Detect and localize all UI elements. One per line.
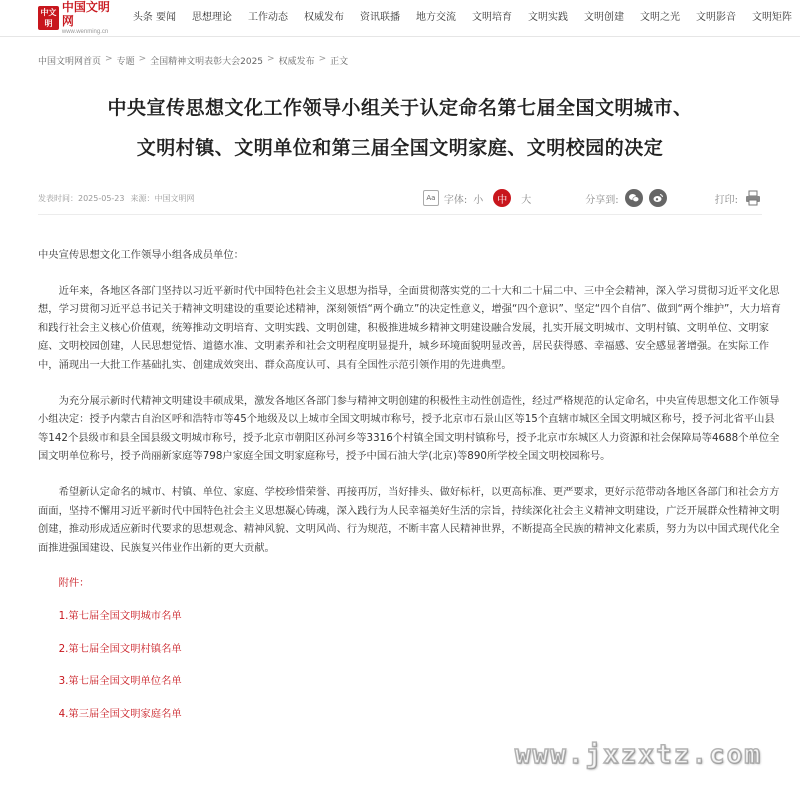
- article-salutation: 中央宣传思想文化工作领导小组各成员单位：: [38, 249, 244, 261]
- print-label: 打印:: [714, 194, 738, 206]
- nav-item-practice[interactable]: 文明实践: [528, 12, 568, 23]
- watermark: www.jxzxtz.com: [514, 740, 762, 770]
- print-icon[interactable]: [744, 189, 762, 207]
- nav-item-cultivation[interactable]: 文明培育: [472, 12, 512, 23]
- attachment-link-cities[interactable]: 1.第七届全国文明城市名单: [58, 609, 182, 622]
- font-size-icon: Aa: [423, 190, 439, 206]
- article-paragraph-1: 近年来，各地区各部门坚持以习近平新时代中国特色社会主义思想为指导，全面贯彻落实党的二十大和二十届二中、三中全会精神，深入学习贯彻习近平文化思想，学习贯彻习近平总书记关于精神文明建设的重要论述精神，深刻领悟“两个确立”的决定性意义，增强“四个意识”、坚定“四个自信”、做到“两个维护”，大力培育和践行社会主义核心价值观，统筹推动文明培育、文明实践、文明创建，积极推进城乡精神文明建设融合发展，扎实开展文明城市、文明村镇、文明单位、文明家庭、文明校园创建，人民思想觉悟、道德水准、文明素养和社会文明程度明显提升，城乡环境面貌明显改善，居民获得感、幸福感、安全感显著增强。在实际工作中，涌现出一大批工作基础扎实、创建成效突出、群众高度认可、具有全国性示范引领作用的先进典型。: [38, 284, 781, 371]
- font-small-button[interactable]: 小: [473, 194, 484, 206]
- font-medium-button[interactable]: 中: [493, 189, 511, 207]
- logo-name: 中国文明网: [61, 0, 110, 28]
- article-title-line2: 文明村镇、文明单位和第三届全国文明家庭、文明校园的决定: [136, 137, 664, 159]
- nav-item-work-news[interactable]: 工作动态: [248, 12, 288, 23]
- breadcrumb-topic[interactable]: 专题: [116, 57, 135, 67]
- nav-item-official-release[interactable]: 权威发布: [304, 12, 344, 23]
- font-label: 字体:: [443, 194, 468, 206]
- attachment-label: 附件：: [58, 577, 90, 590]
- breadcrumb-separator: >: [318, 54, 327, 64]
- wechat-share-icon[interactable]: [625, 189, 643, 207]
- site-logo[interactable]: [38, 0, 119, 36]
- main-nav: [125, 0, 800, 36]
- breadcrumb-home[interactable]: 中国文明网首页: [38, 57, 102, 67]
- nav-item-news-broadcast[interactable]: 资讯联播: [360, 12, 400, 23]
- article-title-line1: 中央宣传思想文化工作领导小组关于认定命名第七届全国文明城市、: [107, 97, 693, 119]
- logo-seal: 中文明: [38, 6, 59, 30]
- attachment-link-villages[interactable]: 2.第七届全国文明村镇名单: [58, 642, 182, 655]
- article-paragraph-3: 希望新认定命名的城市、村镇、单位、家庭、学校珍惜荣誉、再接再厉，当好排头、做好标杆，以更高标准、更严要求，更好示范带动各地区各部门和社会方方面面，坚持不懈用习近平新时代中国特色社会主义思想凝心铸魂，深入践行为人民幸福美好生活的宗旨，持续深化社会主义精神文明建设，广泛开展群众性精神文明创建，推动形成适应新时代要求的思想观念、精神风貌、文明风尚、行为规范，不断丰富人民精神世界，不断提高全民族的精神文化素质，努力为以中国式现代化全面推进强国建设、民族复兴伟业作出新的更大贡献。: [38, 485, 780, 554]
- nav-item-local-exchange[interactable]: 地方交流: [416, 12, 456, 23]
- nav-item-matrix[interactable]: 文明矩阵: [752, 12, 792, 23]
- article-body: [38, 246, 782, 737]
- article-title: [38, 88, 762, 168]
- breadcrumb: [38, 54, 348, 67]
- top-nav-bar: [0, 0, 800, 37]
- nav-item-creation[interactable]: 文明创建: [584, 12, 624, 23]
- meta-divider: [38, 214, 762, 215]
- logo-text: [62, 0, 119, 36]
- weibo-share-icon[interactable]: [649, 189, 667, 207]
- breadcrumb-separator: >: [105, 54, 113, 64]
- publish-time: 发表时间：2025-05-23: [38, 193, 125, 203]
- breadcrumb-separator: >: [138, 54, 147, 64]
- attachment-link-families[interactable]: 4.第三届全国文明家庭名单: [58, 707, 182, 720]
- nav-item-light[interactable]: 文明之光: [640, 12, 680, 23]
- meta-info: [38, 193, 195, 204]
- article-meta: [38, 188, 762, 208]
- breadcrumb-separator: >: [267, 54, 275, 64]
- breadcrumb-conference[interactable]: 全国精神文明表彰大会2025: [150, 57, 264, 67]
- font-large-button[interactable]: 大: [521, 194, 532, 206]
- logo-url: www.wenming.cn: [61, 29, 109, 35]
- nav-item-headlines[interactable]: 头条 要闻: [132, 12, 176, 23]
- article-tools: [423, 189, 762, 207]
- article-source: 来源：中国文明网: [130, 193, 195, 203]
- nav-item-theory[interactable]: 思想理论: [192, 12, 232, 23]
- breadcrumb-current: 正文: [330, 57, 349, 67]
- article-paragraph-2: 为充分展示新时代精神文明建设丰硕成果，激发各地区各部门参与精神文明创建的积极性主动性创造性，经过严格规范的认定命名，中央宣传思想文化工作领导小组决定：授予内蒙古自治区呼和浩特市等45个地级及以上城市全国文明城市称号，授予北京市石景山区等15个直辖市城区全国文明城区称号，授予河北省平山县等142个县级市和县全国县级文明城市称号，授予北京市朝阳区孙河乡等3316个村镇全国文明村镇称号，授予北京市东城区人力资源和社会保障局等4688个单位全国文明单位称号，授予尚丽新家庭等798户家庭全国文明家庭称号，授予中国石油大学(北京)等890所学校全国文明校园称号。: [38, 394, 780, 463]
- breadcrumb-official-release[interactable]: 权威发布: [278, 57, 315, 67]
- nav-item-media[interactable]: 文明影音: [696, 12, 736, 23]
- attachment-link-units[interactable]: 3.第七届全国文明单位名单: [58, 675, 182, 688]
- share-label: 分享到:: [585, 194, 619, 206]
